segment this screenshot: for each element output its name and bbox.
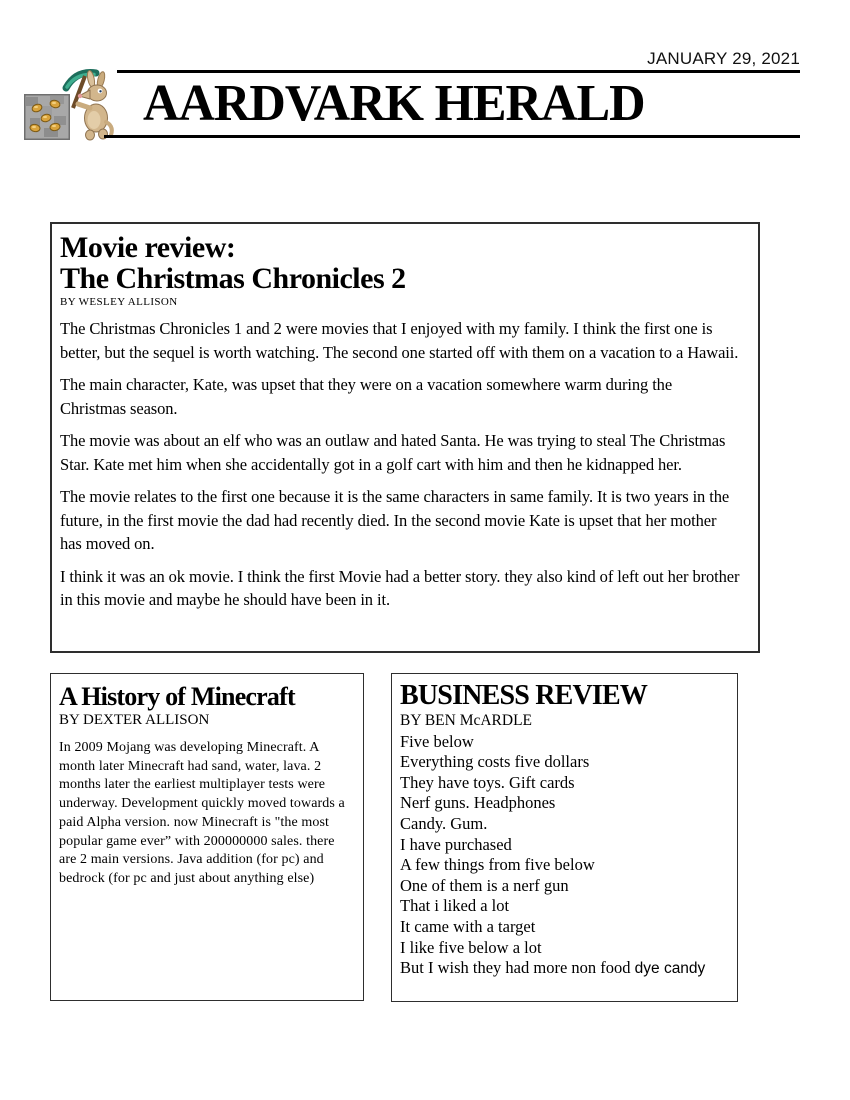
movie-review-article	[50, 222, 760, 653]
business-review-line: Everything costs five dollars	[400, 752, 590, 772]
business-review-line: They have toys. Gift cards	[400, 772, 575, 792]
movie-review-paragraph: The main character, Kate, was upset that they were on a vacation somewhere warm during the Christmas season.	[60, 375, 673, 418]
movie-review-paragraph: I think it was an ok movie. I think the first Movie had a better story. they also kind of left out her brother in this movie and maybe he should have been in it.	[60, 566, 740, 609]
business-review-line: One of them is a nerf gun	[400, 875, 569, 895]
masthead-top-rule	[117, 70, 800, 73]
movie-review-paragraph: The Christmas Chronicles 1 and 2 were movies that I enjoyed with my family. I think the first one is better, but the sequel is worth watching. The second one started off with them on a vacation to a Hawaii.	[60, 319, 739, 362]
movie-review-byline: BY WESLEY ALLISON	[60, 296, 178, 308]
business-review-last-line	[400, 958, 727, 980]
masthead-title: AARDVARK HERALD	[143, 75, 645, 132]
business-review-line: Five below	[400, 731, 474, 751]
business-review-line: I like five below a lot	[400, 937, 542, 957]
business-review-article	[391, 673, 738, 1002]
business-review-line: Candy. Gum.	[400, 813, 488, 833]
business-review-byline: BY BEN McARDLE	[400, 712, 533, 729]
movie-review-title-line1: Movie review:	[60, 231, 236, 264]
movie-review-paragraph: The movie relates to the first one because it is the same characters in same family. It is two years in the future, in the first movie the dad had recently died. In the second movie Kate is upset that her mother has moved on.	[60, 487, 730, 553]
minecraft-history-byline: BY DEXTER ALLISON	[59, 712, 210, 728]
masthead-bottom-rule	[104, 135, 800, 138]
business-review-line: A few things from five below	[400, 855, 595, 875]
movie-review-paragraph: The movie was about an elf who was an outlaw and hated Santa. He was trying to steal The Christmas Star. Kate met him when she accidentally got in a golf cart with him and then he kidnapped her.	[60, 431, 726, 474]
business-review-line: It came with a target	[400, 916, 536, 936]
business-review-line: I have purchased	[400, 834, 512, 854]
minecraft-history-article	[50, 673, 364, 1001]
minecraft-history-title: A History of Minecraft	[59, 682, 295, 711]
minecraft-history-body: In 2009 Mojang was developing Minecraft. A month later Minecraft had sand, water, lava. 2 months later the earliest multiplayer tests were underway. Development quickly moved towards a paid Alpha version. now Minecraft is "the most popular game ever” with 200000000 sales. there are 2 main versions. Java addition (for pc) and bedrock (for pc and just about anything else)	[59, 740, 345, 886]
business-review-line: That i liked a lot	[400, 896, 510, 916]
issue-date: JANUARY 29, 2021	[647, 49, 800, 68]
business-review-last-line-serif: But I wish they had more non food	[400, 958, 635, 978]
business-review-title: BUSINESS REVIEW	[400, 680, 648, 711]
business-review-line: Nerf guns. Headphones	[400, 793, 556, 813]
dye-candy-text: dye candy	[634, 960, 706, 978]
movie-review-title-line2: The Christmas Chronicles 2	[60, 262, 406, 295]
